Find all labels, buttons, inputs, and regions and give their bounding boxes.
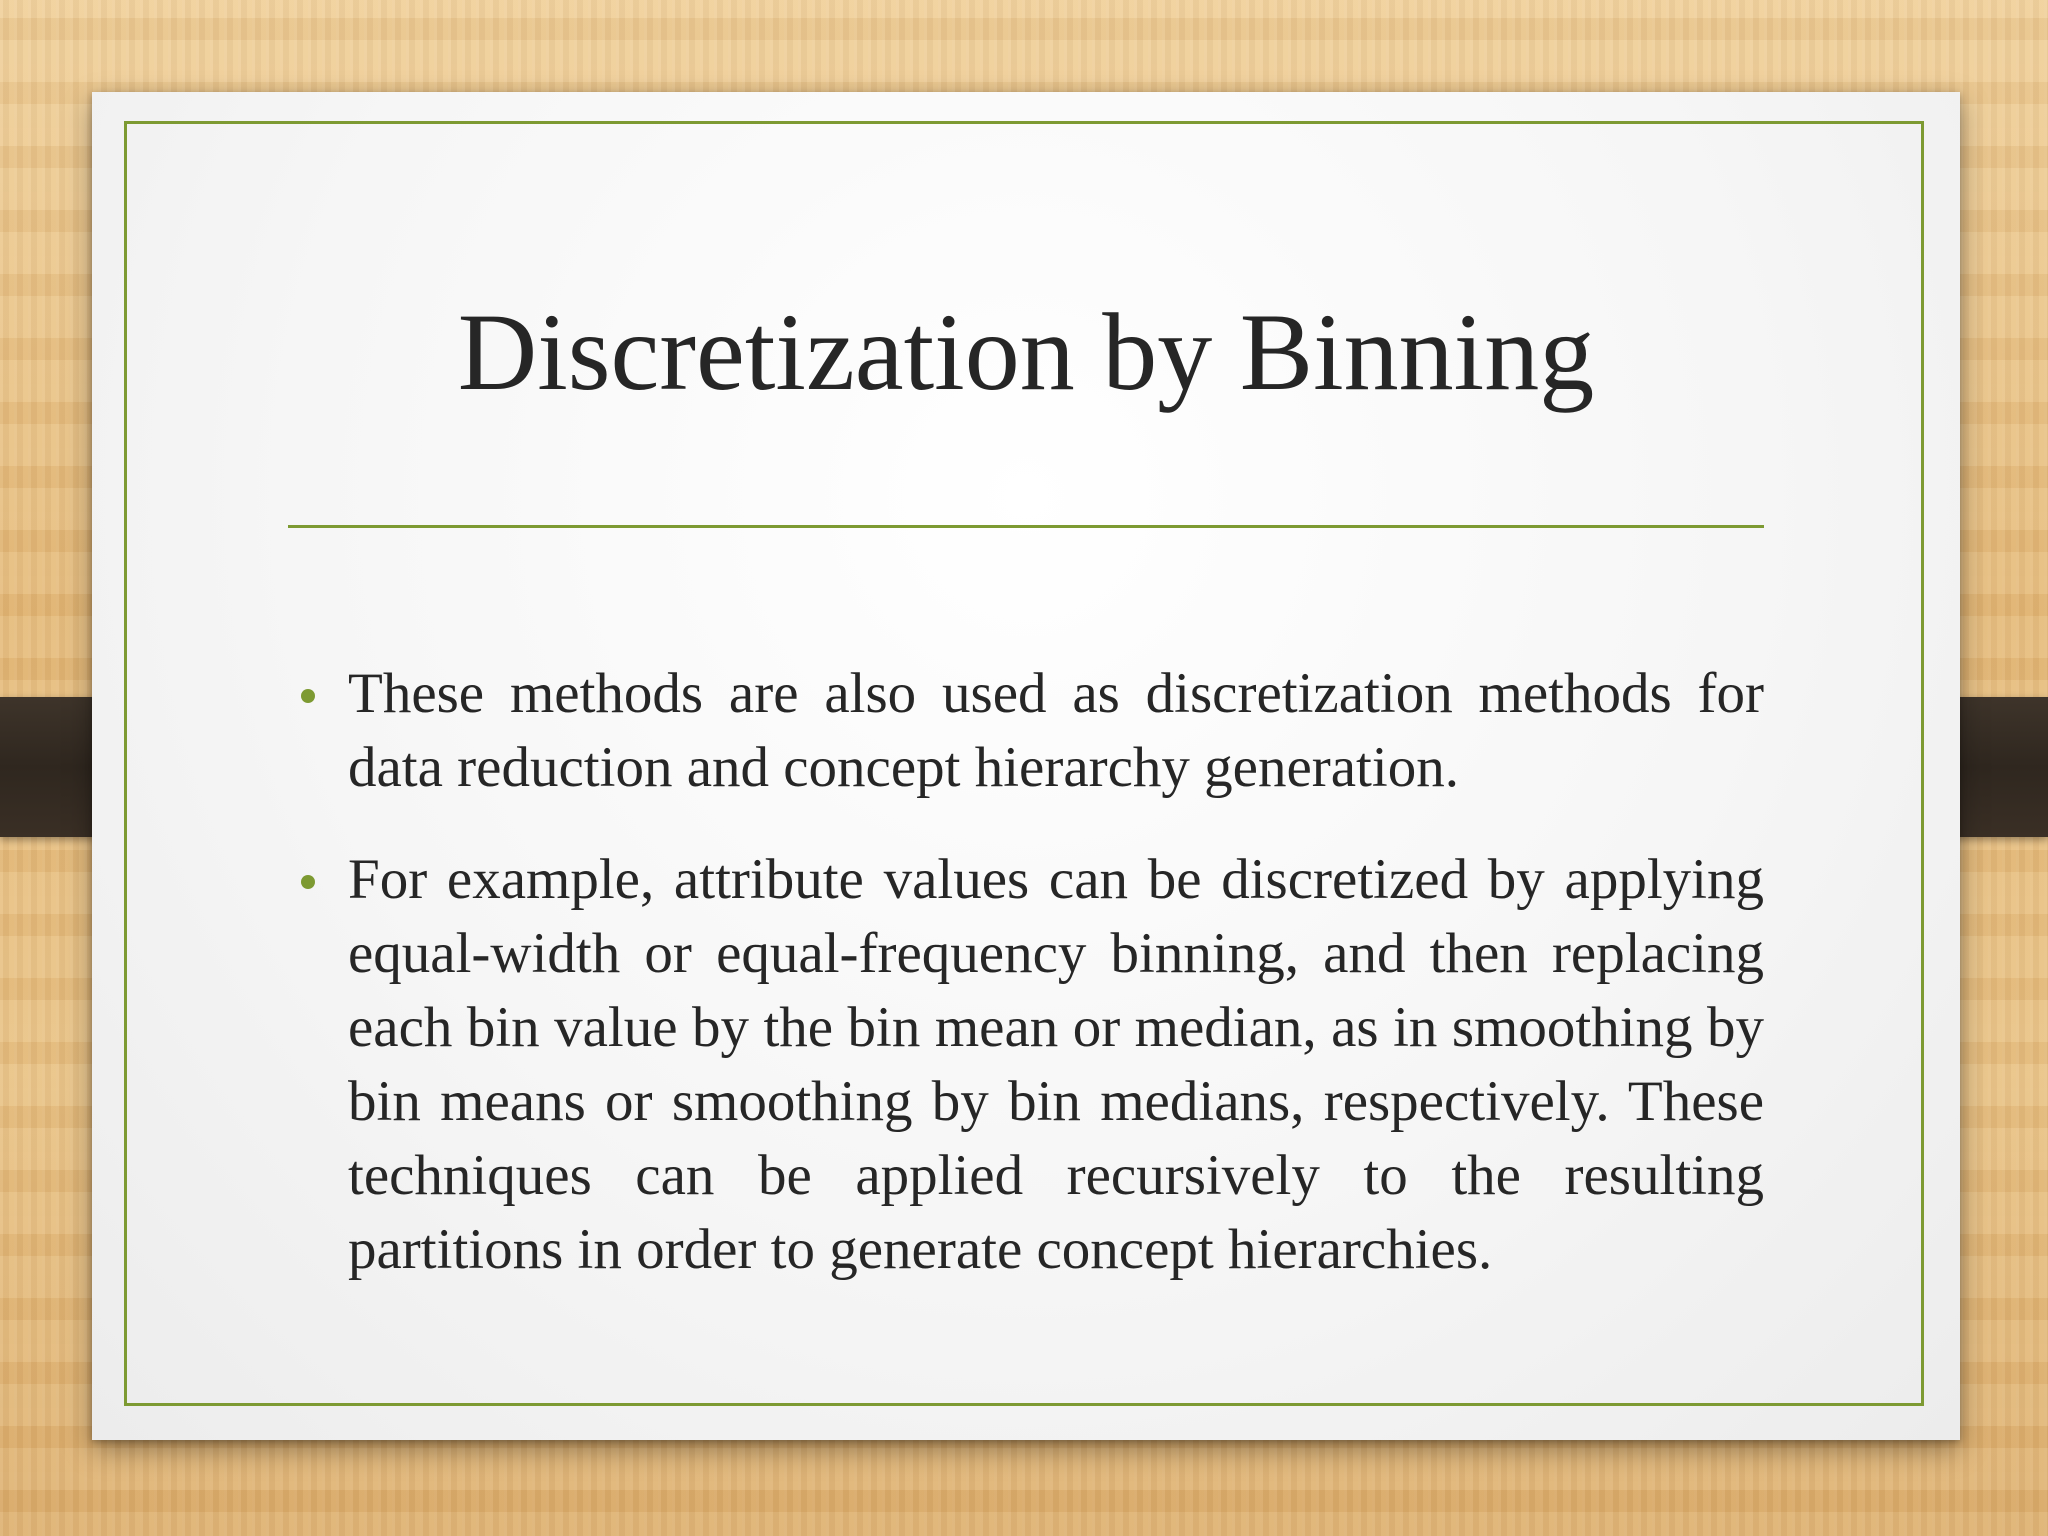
slide-card <box>92 92 1960 1440</box>
bullet-list <box>348 657 1764 1325</box>
bullet-dot-icon <box>301 875 315 889</box>
bullet-item <box>348 843 1764 1287</box>
slide-title: Discretization by Binning <box>457 291 1595 413</box>
bullet-item <box>348 657 1764 805</box>
bullet-text: For example, attribute values can be discretized by applying equal-width or equal-frequency binning, and then replacing each bin value by the bin mean or median, as in smoothing by bin means or smoothing by bin medians, respectively. These techniques can be applied recursively to the resulting partitions in order to generate concept hierarchies. <box>348 848 1764 1281</box>
title-divider <box>288 525 1764 528</box>
bullet-dot-icon <box>301 689 315 703</box>
bullet-text: These methods are also used as discretization methods for data reduction and concept hierarchy generation. <box>348 662 1764 799</box>
